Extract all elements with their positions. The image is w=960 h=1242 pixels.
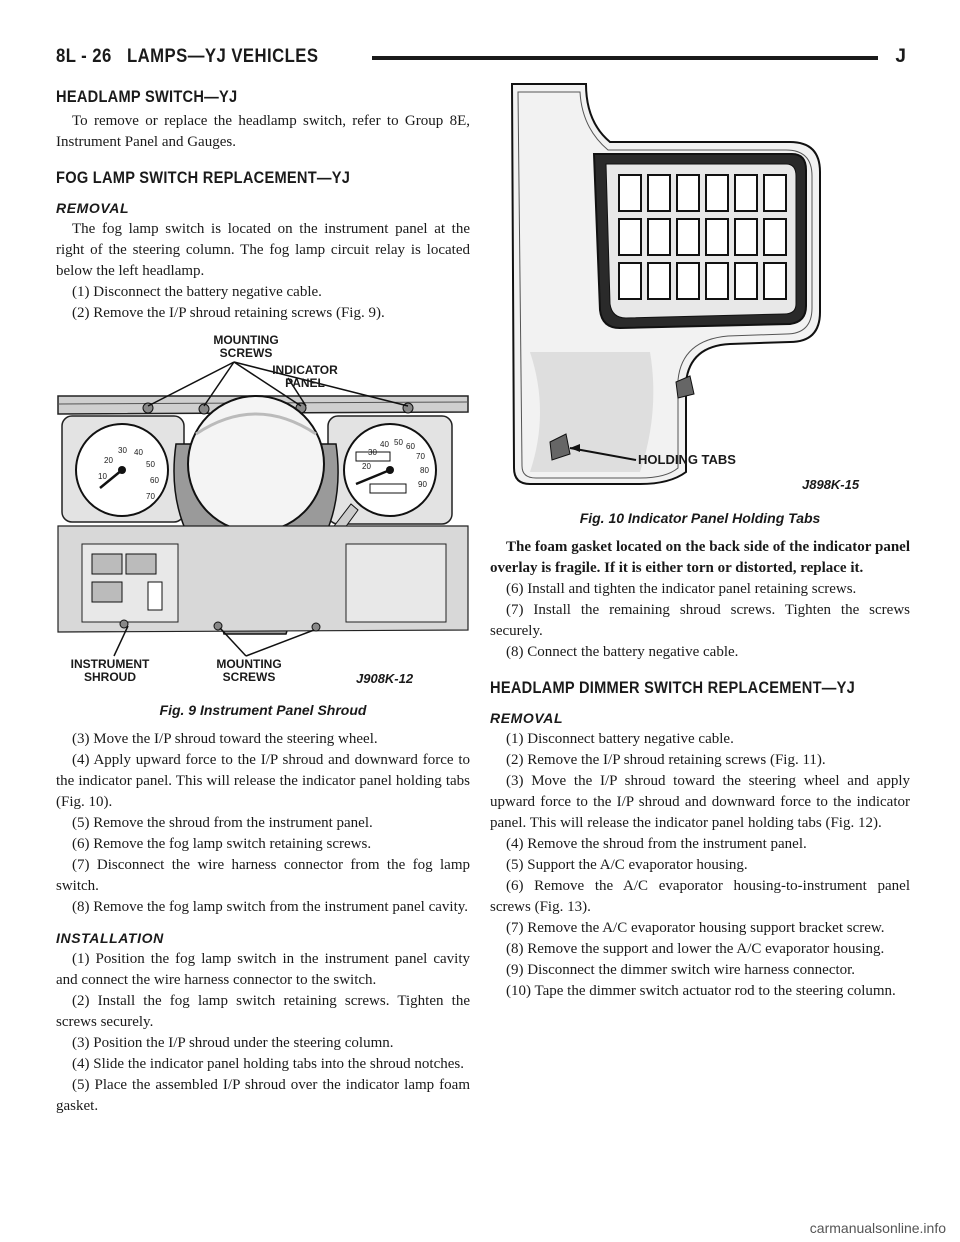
page-header (56, 40, 906, 70)
figure-10 (490, 82, 910, 502)
step: (5) Remove the shroud from the instrument panel. (72, 815, 373, 831)
left-column (56, 86, 470, 1117)
indicator-window (676, 262, 700, 300)
indicator-window (705, 262, 729, 300)
subheading-installation: INSTALLATION (56, 930, 164, 946)
watermark: carmanualsonline.info (809, 1220, 946, 1236)
tick-label: 70 (416, 452, 425, 461)
tick-label: 60 (406, 442, 415, 451)
figure-9-caption: Fig. 9 Instrument Panel Shroud (159, 702, 367, 718)
header-title (56, 46, 318, 68)
step: (4) Slide the indicator panel holding tabs into the shroud notches. (72, 1056, 465, 1072)
step: (8) Connect the battery negative cable. (506, 644, 739, 660)
figure-9 (56, 334, 470, 694)
figure-code: J908K-12 (356, 671, 414, 686)
indicator-window-grid (618, 174, 788, 308)
paragraph: The fog lamp switch is located on the instrument panel at the right of the steering column. The fog lamp circuit relay is located below the left headlamp. (56, 221, 470, 279)
step: (10) Tape the dimmer switch actuator rod to the steering column. (506, 983, 896, 999)
tick-label: 90 (418, 480, 427, 489)
label-instrument-shroud: INSTRUMENT SHROUD (70, 657, 150, 684)
tick-label: 70 (146, 492, 155, 501)
step: (8) Remove the support and lower the A/C evaporator housing. (506, 941, 885, 957)
tick-label: 30 (118, 446, 127, 455)
indicator-window (705, 174, 729, 212)
step: (1) Position the fog lamp switch in the instrument panel cavity and connect the wire harness connector to the switch. (56, 951, 470, 988)
indicator-window (734, 218, 758, 256)
label-mounting-screws-bottom: MOUNTING SCREWS (216, 657, 282, 684)
tick-label: 50 (394, 438, 403, 447)
indicator-window (734, 262, 758, 300)
label-indicator-panel: INDICATOR PANEL (272, 363, 338, 390)
step: (6) Remove the fog lamp switch retaining screws. (72, 836, 372, 852)
step: (6) Remove the A/C evaporator housing-to-instrument panel screws (Fig. 13). (490, 878, 910, 915)
tick-label: 30 (368, 448, 377, 457)
header-rule (372, 56, 878, 60)
step: (1) Disconnect the battery negative cable. (72, 284, 322, 300)
step: (1) Disconnect battery negative cable. (506, 731, 734, 747)
step: (2) Remove the I/P shroud retaining screws (Fig. 11). (506, 752, 826, 768)
indicator-window (676, 174, 700, 212)
figure-code: J898K-15 (802, 477, 860, 492)
step: (2) Remove the I/P shroud retaining screws (Fig. 9). (72, 305, 385, 321)
right-column (490, 82, 910, 1002)
step: (8) Remove the fog lamp switch from the instrument panel cavity. (72, 899, 469, 915)
section-headlamp-switch-title: HEADLAMP SWITCH—YJ (56, 87, 238, 106)
indicator-window (618, 218, 642, 256)
step: (2) Install the fog lamp switch retaining screws. Tighten the screws securely. (56, 993, 470, 1030)
step: (4) Remove the shroud from the instrument panel. (506, 836, 807, 852)
label-mounting-screws-top: MOUNTING SCREWS (213, 333, 279, 360)
step: (3) Move the I/P shroud toward the steering wheel and apply upward force to the I/P shroud and downward force to the indicator panel. This will release the indicator panel holding tabs (Fig. 12). (490, 773, 910, 831)
tick-label: 60 (150, 476, 159, 485)
step: (3) Move the I/P shroud toward the steering wheel. (72, 731, 378, 747)
tick-label: 50 (146, 460, 155, 469)
indicator-window (705, 218, 729, 256)
step: (5) Support the A/C evaporator housing. (506, 857, 748, 873)
section-fog-lamp-title: FOG LAMP SWITCH REPLACEMENT—YJ (56, 168, 351, 187)
tick-label: 20 (362, 462, 371, 471)
tick-label: 10 (98, 472, 107, 481)
indicator-window (763, 262, 787, 300)
subheading-removal: REMOVAL (56, 200, 130, 216)
tick-label: 40 (380, 440, 389, 449)
step: (5) Place the assembled I/P shroud over the indicator lamp foam gasket. (56, 1077, 470, 1114)
step: (9) Disconnect the dimmer switch wire harness connector. (506, 962, 856, 978)
header-letter: J (895, 46, 906, 67)
indicator-window (763, 174, 787, 212)
step: (7) Remove the A/C evaporator housing support bracket screw. (506, 920, 885, 936)
warning-note: The foam gasket located on the back side of the indicator panel overlay is fragile. If it is either torn or distorted, replace it. (490, 539, 910, 576)
indicator-window (618, 262, 642, 300)
indicator-window (647, 218, 671, 256)
indicator-window (647, 174, 671, 212)
step: (7) Install the remaining shroud screws. Tighten the screws securely. (490, 602, 910, 639)
tick-label: 40 (134, 448, 143, 457)
step: (3) Position the I/P shroud under the steering column. (72, 1035, 394, 1051)
section-dimmer-switch-title: HEADLAMP DIMMER SWITCH REPLACEMENT—YJ (490, 678, 856, 697)
step: (7) Disconnect the wire harness connector from the fog lamp switch. (56, 857, 470, 894)
indicator-window (763, 218, 787, 256)
header-page-id: 8L - 26 (56, 46, 112, 67)
step: (4) Apply upward force to the I/P shroud and downward force to the indicator panel. This will release the indicator panel holding tabs (Fig. 10). (56, 752, 470, 810)
indicator-window (676, 218, 700, 256)
label-holding-tabs: HOLDING TABS (638, 452, 736, 467)
indicator-window (647, 262, 671, 300)
tick-label: 20 (104, 456, 113, 465)
subheading-removal: REMOVAL (490, 710, 564, 726)
paragraph: To remove or replace the headlamp switch, refer to Group 8E, Instrument Panel and Gauges. (56, 113, 470, 150)
figure-10-caption: Fig. 10 Indicator Panel Holding Tabs (579, 510, 821, 526)
indicator-window (618, 174, 642, 212)
step: (6) Install and tighten the indicator panel retaining screws. (506, 581, 857, 597)
tick-label: 80 (420, 466, 429, 475)
indicator-window (734, 174, 758, 212)
header-section: LAMPS—YJ VEHICLES (127, 46, 319, 67)
